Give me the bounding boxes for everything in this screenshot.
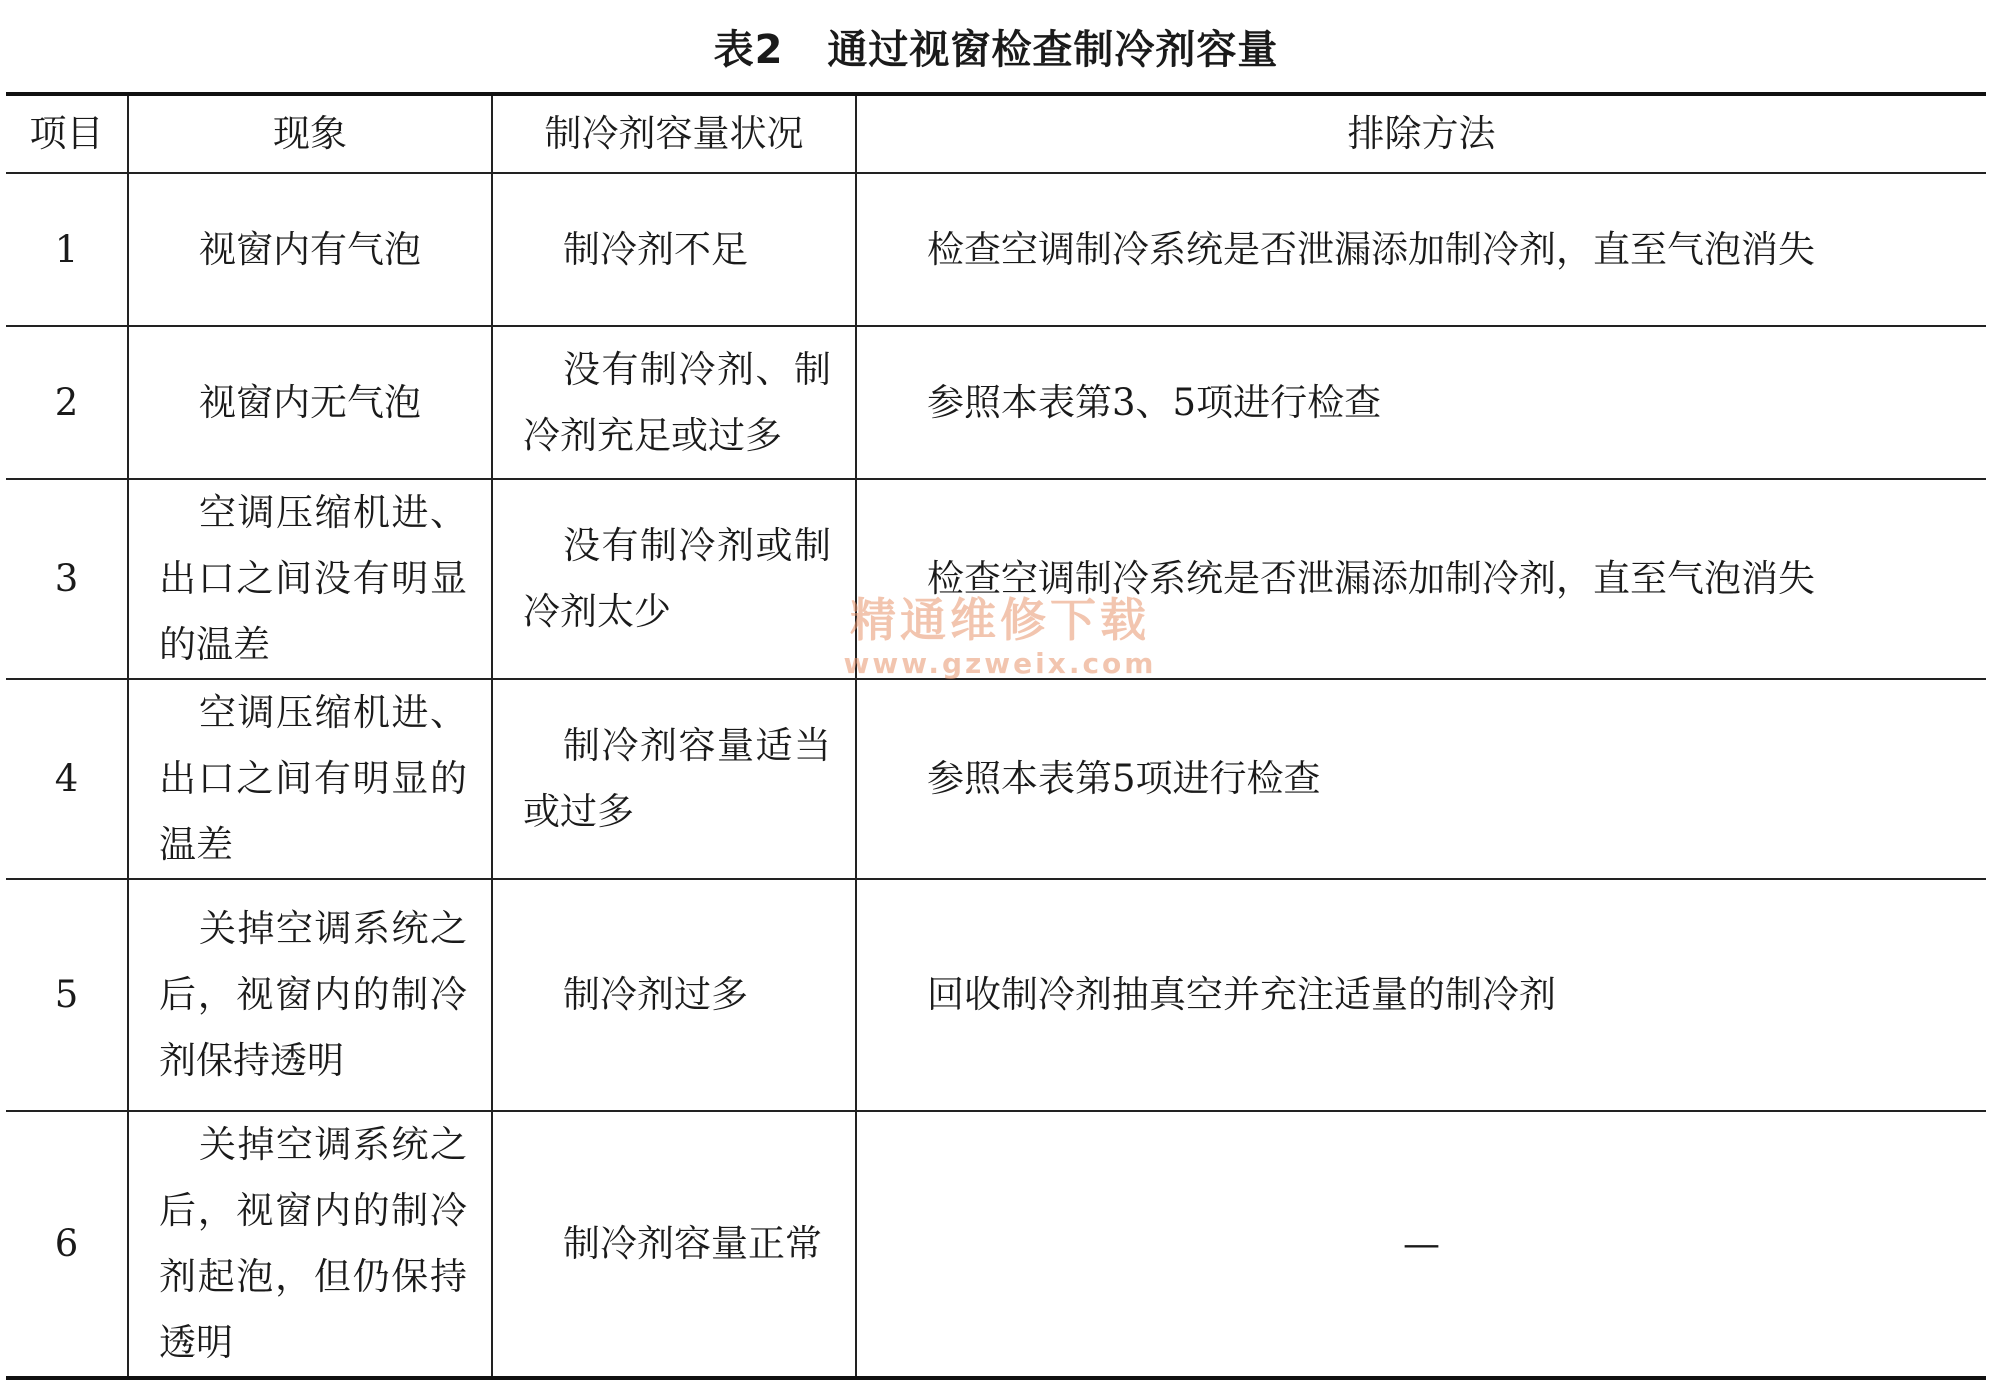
cell-phenomenon: 关掉空调系统之后，视窗内的制冷剂保持透明 [128,879,492,1111]
cell-item: 6 [6,1111,128,1378]
refrigerant-table [6,92,1986,1380]
cell-item: 2 [6,326,128,479]
table-row [6,879,1986,1111]
cell-status: 没有制冷剂或制冷剂太少 [492,479,856,679]
header-remedy: 排除方法 [856,94,1986,173]
table-caption [0,18,1992,75]
cell-remedy: 参照本表第3、5项进行检查 [856,326,1986,479]
cell-remedy: 回收制冷剂抽真空并充注适量的制冷剂 [856,879,1986,1111]
table-row [6,173,1986,326]
header-status: 制冷剂容量状况 [492,94,856,173]
table-number: 表2 [713,27,784,73]
cell-item: 3 [6,479,128,679]
table-title: 通过视窗检查制冷剂容量 [827,27,1279,73]
header-item: 项目 [6,94,128,173]
cell-status: 制冷剂不足 [492,173,856,326]
watermark [820,592,1180,680]
header-phenomenon: 现象 [128,94,492,173]
table-row [6,1111,1986,1378]
cell-phenomenon: 空调压缩机进、出口之间有明显的温差 [128,679,492,879]
cell-remedy: 参照本表第5项进行检查 [856,679,1986,879]
cell-remedy: 检查空调制冷系统是否泄漏添加制冷剂，直至气泡消失 [856,173,1986,326]
cell-status: 制冷剂容量正常 [492,1111,856,1378]
watermark-name: 精通维修下载 [850,593,1150,647]
cell-item: 5 [6,879,128,1111]
cell-phenomenon: 关掉空调系统之后，视窗内的制冷剂起泡，但仍保持透明 [128,1111,492,1378]
cell-phenomenon: 空调压缩机进、出口之间没有明显的温差 [128,479,492,679]
cell-phenomenon: 视窗内无气泡 [128,326,492,479]
header-row [6,94,1986,173]
cell-status: 没有制冷剂、制冷剂充足或过多 [492,326,856,479]
table-row [6,326,1986,479]
cell-remedy: — [856,1111,1986,1378]
cell-remedy: 检查空调制冷系统是否泄漏添加制冷剂，直至气泡消失 [856,479,1986,679]
cell-phenomenon: 视窗内有气泡 [128,173,492,326]
cell-item: 4 [6,679,128,879]
cell-status: 制冷剂容量适当或过多 [492,679,856,879]
table-row [6,679,1986,879]
watermark-url: www.gzweix.com [843,647,1157,680]
cell-item: 1 [6,173,128,326]
cell-status: 制冷剂过多 [492,879,856,1111]
